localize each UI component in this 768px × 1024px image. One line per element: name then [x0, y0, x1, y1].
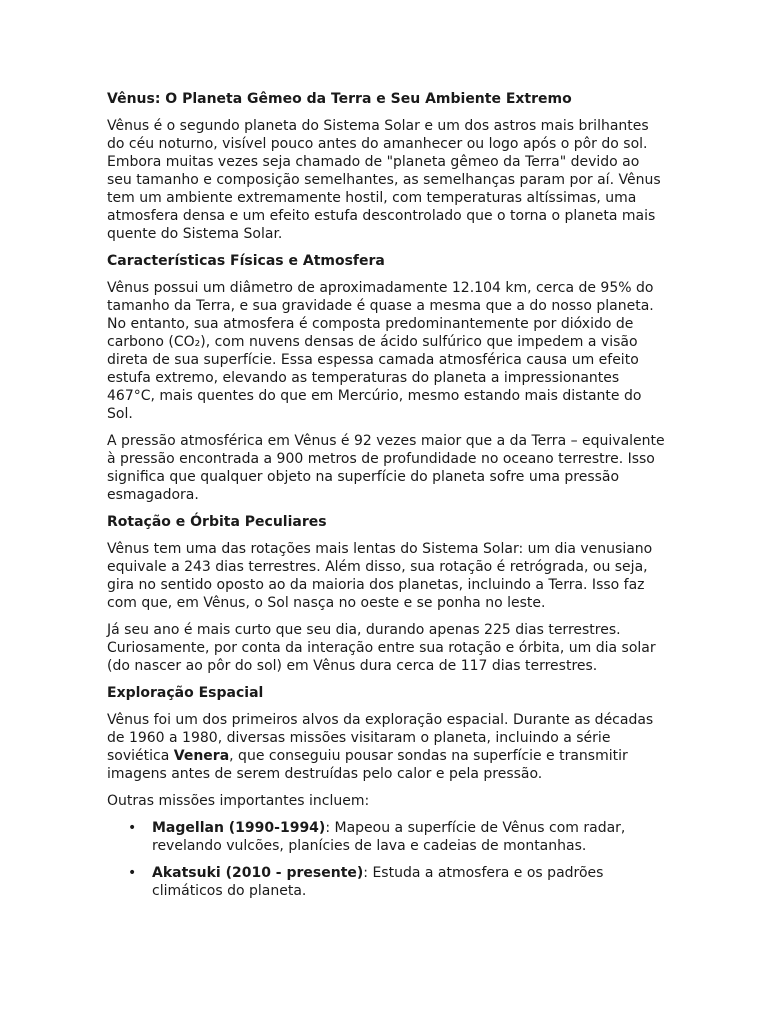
- list-item: [107, 864, 667, 900]
- mission-name: Akatsuki (2010 - presente): [152, 865, 364, 881]
- list-item: [107, 819, 667, 855]
- physical-paragraph-2: A pressão atmosférica em Vênus é 92 vezes maior que a da Terra – equivalente à pressão encontrada a 900 metros de profundidade no oceano terrestre. Isso significa que qualquer objeto na superfície do planeta sofre uma pressão esmagadora.: [107, 433, 665, 503]
- venera-bold: Venera: [173, 748, 230, 764]
- bullet-icon: •: [128, 820, 137, 836]
- exploration-text-before: Vênus foi um dos primeiros alvos da exploração espacial. Durante as décadas de 1960 a 1980, diversas missões visitaram o planeta, incluindo a série soviética: [107, 712, 654, 764]
- document-title: Vênus: O Planeta Gêmeo da Terra e Seu Ambiente Extremo: [107, 91, 572, 107]
- rotation-paragraph-2: Já seu ano é mais curto que seu dia, durando apenas 225 dias terrestres. Curiosamente, por conta da interação entre sua rotação e órbita, um dia solar (do nascer ao pôr do sol) em Vênus dura cerca de 117 dias terrestres.: [107, 622, 656, 674]
- exploration-paragraph-1: [107, 711, 667, 783]
- rotation-paragraph-1: Vênus tem uma das rotações mais lentas do Sistema Solar: um dia venusiano equivale a 243 dias terrestres. Além disso, sua rotação é retrógrada, ou seja, gira no sentido oposto ao da maioria dos planetas, incluindo a Terra. Isso faz com que, em Vênus, o Sol nasça no oeste e se ponha no leste.: [107, 541, 653, 611]
- exploration-text-after: , que conseguiu pousar sondas na superfície e transmitir imagens antes de serem destruídas pelo calor e pela pressão.: [107, 748, 628, 782]
- section-heading-exploration: Exploração Espacial: [107, 685, 264, 701]
- mission-description: : Estuda a atmosfera e os padrões climáticos do planeta.: [152, 865, 604, 899]
- section-heading-rotation: Rotação e Órbita Peculiares: [107, 514, 327, 530]
- bullet-icon: •: [128, 865, 137, 881]
- missions-list: [107, 819, 667, 900]
- mission-description: : Mapeou a superfície de Vênus com radar, revelando vulcões, planícies de lava e cadeias de montanhas.: [152, 820, 626, 854]
- intro-paragraph: Vênus é o segundo planeta do Sistema Solar e um dos astros mais brilhantes do céu noturno, visível pouco antes do amanhecer ou logo após o pôr do sol. Embora muitas vezes seja chamado de "planeta gêmeo da Terra" devido ao seu tamanho e composição semelhantes, as semelhanças param por aí. Vênus tem um ambiente extremamente hostil, com temperaturas altíssimas, uma atmosfera densa e um efeito estufa descontrolado que o torna o planeta mais quente do Sistema Solar.: [107, 118, 661, 242]
- section-heading-physical: Características Físicas e Atmosfera: [107, 253, 385, 269]
- exploration-paragraph-2: Outras missões importantes incluem:: [107, 793, 370, 809]
- document-page: [107, 90, 667, 909]
- physical-paragraph-1: Vênus possui um diâmetro de aproximadamente 12.104 km, cerca de 95% do tamanho da Terra, e sua gravidade é quase a mesma que a do nosso planeta. No entanto, sua atmosfera é composta predominantemente por dióxido de carbono (CO₂), com nuvens densas de ácido sulfúrico que impedem a visão direta de sua superfície. Essa espessa camada atmosférica causa um efeito estufa extremo, elevando as temperaturas do planeta a impressionantes 467°C, mais quentes do que em Mercúrio, mesmo estando mais distante do Sol.: [107, 280, 654, 422]
- mission-name: Magellan (1990-1994): [152, 820, 326, 836]
